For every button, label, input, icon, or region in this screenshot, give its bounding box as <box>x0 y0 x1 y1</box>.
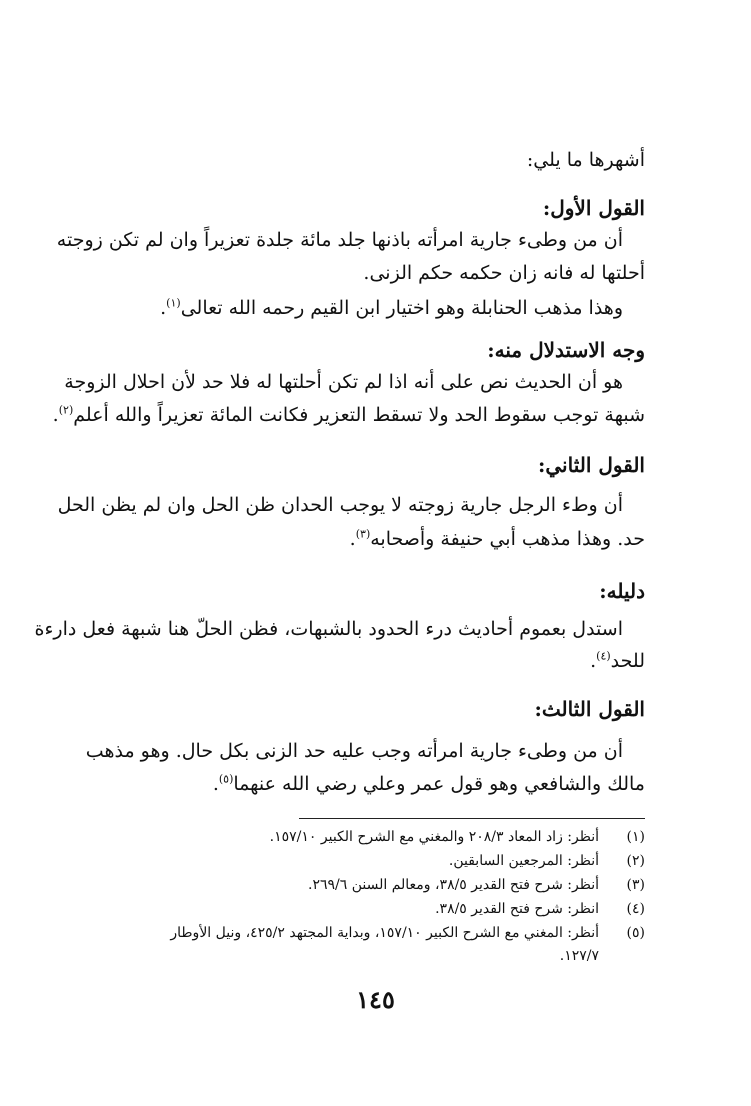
intro-line <box>106 145 645 175</box>
footnote-number: (٣) <box>626 877 645 893</box>
section-heading-evidence: دليله: <box>599 579 645 603</box>
footnote-text: أنظر: المرجعين السابقين. <box>448 853 599 869</box>
punctuation: . <box>52 404 59 426</box>
paragraph-line: استدل بعموم أحاديث درء الحدود بالشبهات، فظن الحلّ هنا شبهة فعل دارءة <box>34 618 623 640</box>
footnote-item <box>106 898 645 920</box>
footnote-item <box>106 874 645 896</box>
footnote-number: (٥) <box>626 925 645 941</box>
footnote-item <box>106 850 645 872</box>
paragraph-line: هو أن الحديث نص على أنه اذا لم تكن أحلتها له فلا حد لأن احلال الزوجة <box>64 371 623 393</box>
punctuation: . <box>349 528 356 550</box>
footnote-ref: (٣) <box>355 527 371 541</box>
punctuation: . <box>212 773 219 795</box>
footnote-ref: (١) <box>166 296 181 310</box>
footnote-ref: (٤) <box>596 649 611 663</box>
section-heading-second-opinion: القول الثاني: <box>538 453 645 477</box>
footnote-item <box>106 922 645 944</box>
intro-text: أشهرها ما يلي: <box>526 149 645 171</box>
paragraph-text: حد. وهذا مذهب أبي حنيفة وأصحابه <box>370 528 645 550</box>
footnote-text: أنظر: شرح فتح القدير ٣٨/٥، ومعالم السنن ٢٦٩/٦. <box>308 877 599 893</box>
paragraph-text: وهذا مذهب الحنابلة وهو اختيار ابن القيم رحمه الله تعالى <box>180 297 623 319</box>
section-heading-first-opinion: القول الأول: <box>542 196 645 220</box>
footnote-text: انظر: شرح فتح القدير ٣٨/٥. <box>435 901 599 917</box>
paragraph-line: أحلتها له فانه زان حكمه حكم الزنى. <box>363 262 645 284</box>
footnote-text: أنظر: المغني مع الشرح الكبير ١٥٧/١٠، وبداية المجتهد ٤٢٥/٢، ونيل الأوطار <box>170 925 599 941</box>
paragraph-line: أن وطء الرجل جارية زوجته لا يوجب الحدان ظن الحل وان لم يظن الحل <box>57 494 623 516</box>
footnote-ref: (٥) <box>218 772 234 786</box>
paragraph-line <box>106 524 645 554</box>
page-number: ١٤٥ <box>356 985 395 1014</box>
paragraph-line: أن من وطىء جارية امرأته باذنها جلد مائة جلدة تعزيراً وان لم تكن زوجته <box>56 229 623 251</box>
paragraph-line <box>52 400 645 430</box>
paragraph-text: شبهة توجب سقوط الحد ولا تسقط التعزير فكانت المائة تعزيراً والله أعلم <box>73 404 645 426</box>
section-heading-third-opinion: القول الثالث: <box>534 697 645 721</box>
punctuation: . <box>590 650 597 672</box>
footnote-number: (٤) <box>626 901 645 917</box>
footnote-number: (١) <box>626 829 645 845</box>
paragraph-text: مالك والشافعي وهو قول عمر وعلي رضي الله عنهما <box>233 773 645 795</box>
footnote-ref: (٢) <box>58 403 74 417</box>
paragraph-line <box>106 769 645 799</box>
footnote-text: أنظر: زاد المعاد ٢٠٨/٣ والمغني مع الشرح الكبير ١٥٧/١٠. <box>269 829 599 845</box>
footnote-item <box>106 826 645 848</box>
paragraph-line <box>106 646 645 676</box>
footnote-continuation: ١٢٧/٧. <box>559 948 599 964</box>
punctuation: . <box>160 297 167 319</box>
paragraph-line: أن من وطىء جارية امرأته وجب عليه حد الزنى بكل حال. وهو مذهب <box>85 740 623 762</box>
footnote-number: (٢) <box>626 853 645 869</box>
paragraph-text: للحد <box>610 650 645 672</box>
section-heading-inference: وجه الاستدلال منه: <box>487 338 645 362</box>
footnote-divider <box>299 818 645 819</box>
paragraph-line <box>106 293 623 323</box>
